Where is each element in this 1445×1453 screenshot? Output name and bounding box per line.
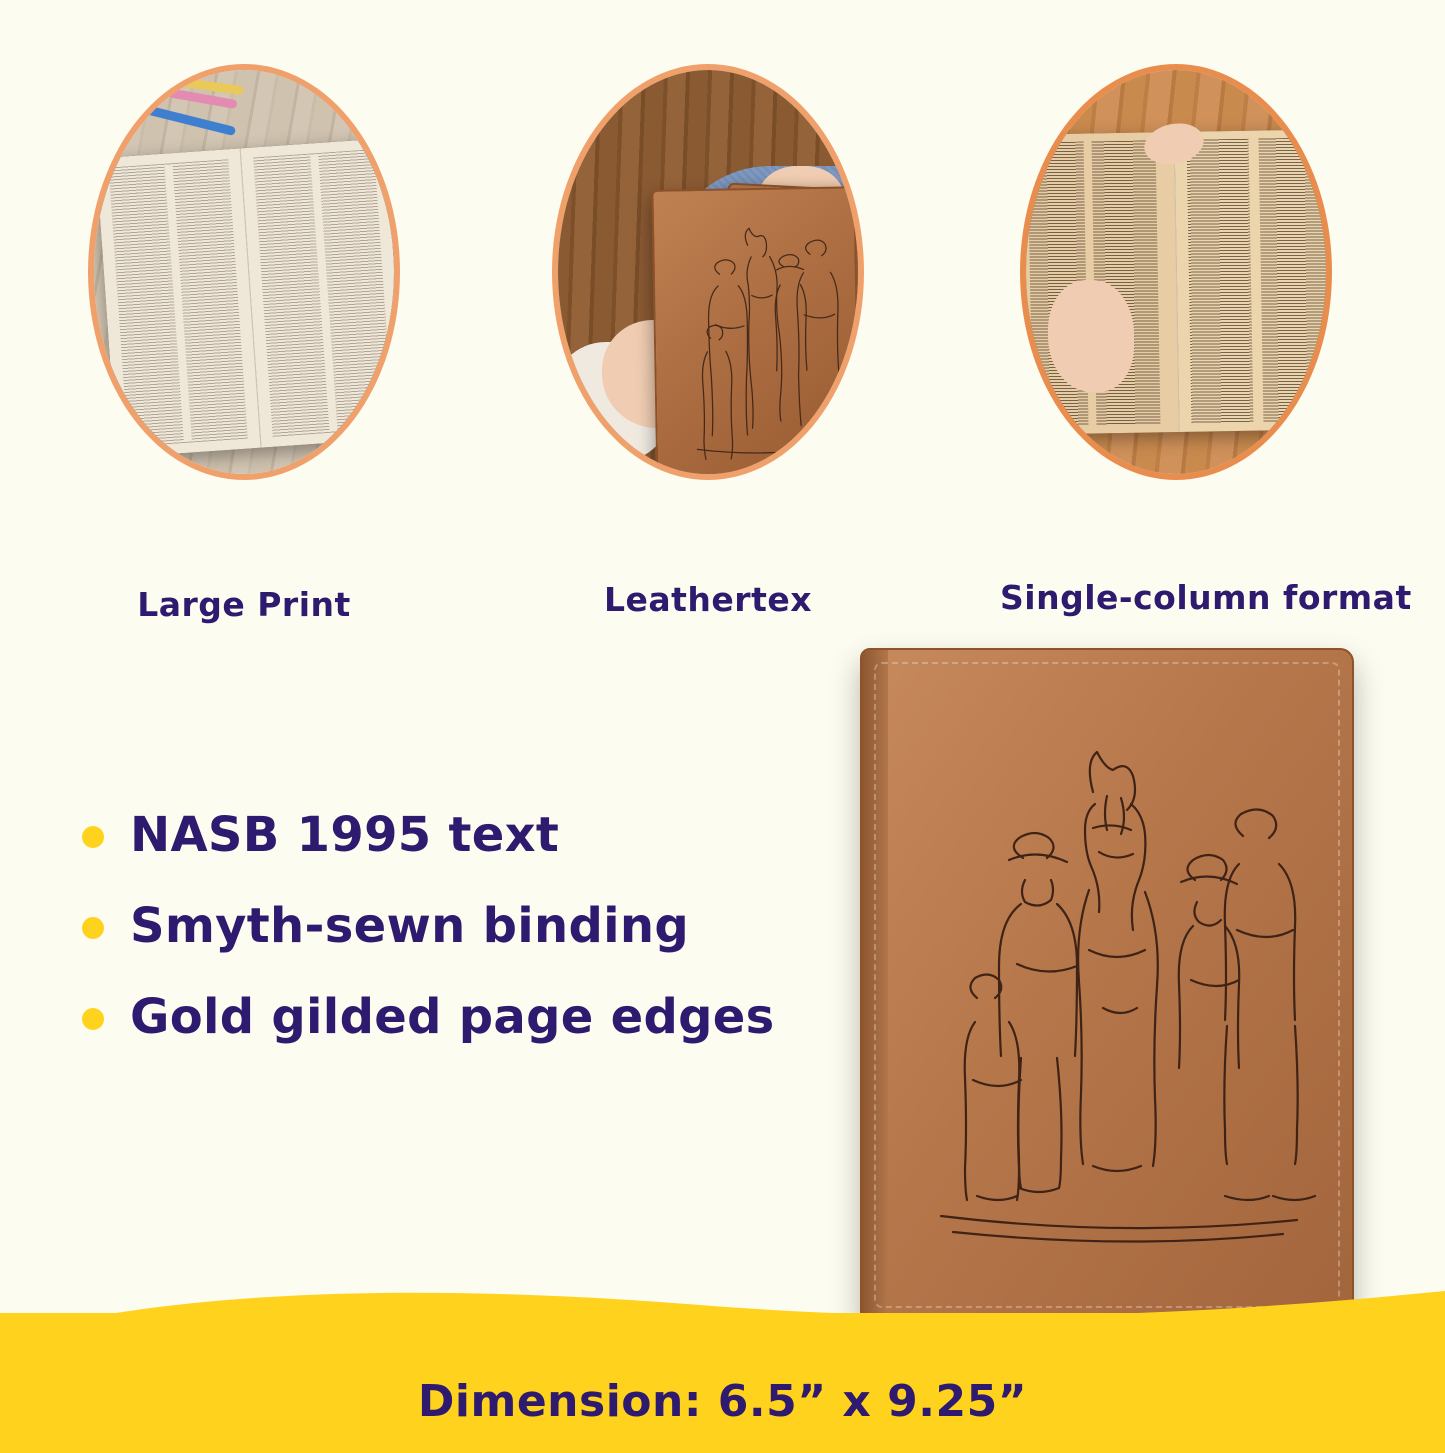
hero-product-bible — [860, 648, 1354, 1322]
caption-large-print: Large Print — [137, 585, 351, 624]
feature-leathertex-image — [552, 64, 864, 480]
caption-leathertex: Leathertex — [603, 580, 813, 619]
held-page-right — [1174, 129, 1332, 432]
bullet-item — [82, 808, 822, 863]
open-bible — [96, 138, 400, 457]
dimension-label: Dimension: 6.5” x 9.25” — [417, 1376, 1028, 1427]
feature-single-column-image — [1020, 64, 1332, 480]
caption-single-column: Single-column format — [1000, 578, 1412, 617]
engraved-family-horse-art — [670, 213, 842, 470]
feature-large-print-image — [88, 64, 400, 480]
bullet-dot-icon — [82, 826, 104, 848]
hero-engraved-family-horse-art — [917, 740, 1317, 1270]
bullet-dot-icon — [82, 917, 104, 939]
feature-image-row — [0, 64, 1445, 534]
feature-single-column — [1020, 64, 1332, 488]
bullet-item — [82, 990, 822, 1045]
bullet-text: Smyth-sewn binding — [130, 898, 689, 955]
bullet-text: NASB 1995 text — [130, 807, 560, 863]
bullet-item — [82, 899, 822, 954]
feature-leathertex — [552, 64, 864, 488]
feature-large-print — [88, 64, 400, 488]
bible-page-left — [96, 148, 262, 457]
bible-page-right — [241, 138, 400, 447]
feature-bullet-list — [82, 808, 822, 1082]
dimension-banner — [0, 1313, 1445, 1453]
bullet-dot-icon — [82, 1008, 104, 1030]
bible-spine — [862, 650, 888, 1320]
open-bible-held — [1020, 129, 1332, 434]
engraved-bible-cover — [651, 186, 860, 480]
bullet-text: Gold gilded page edges — [130, 989, 775, 1046]
hand-holding-book — [1048, 280, 1134, 392]
